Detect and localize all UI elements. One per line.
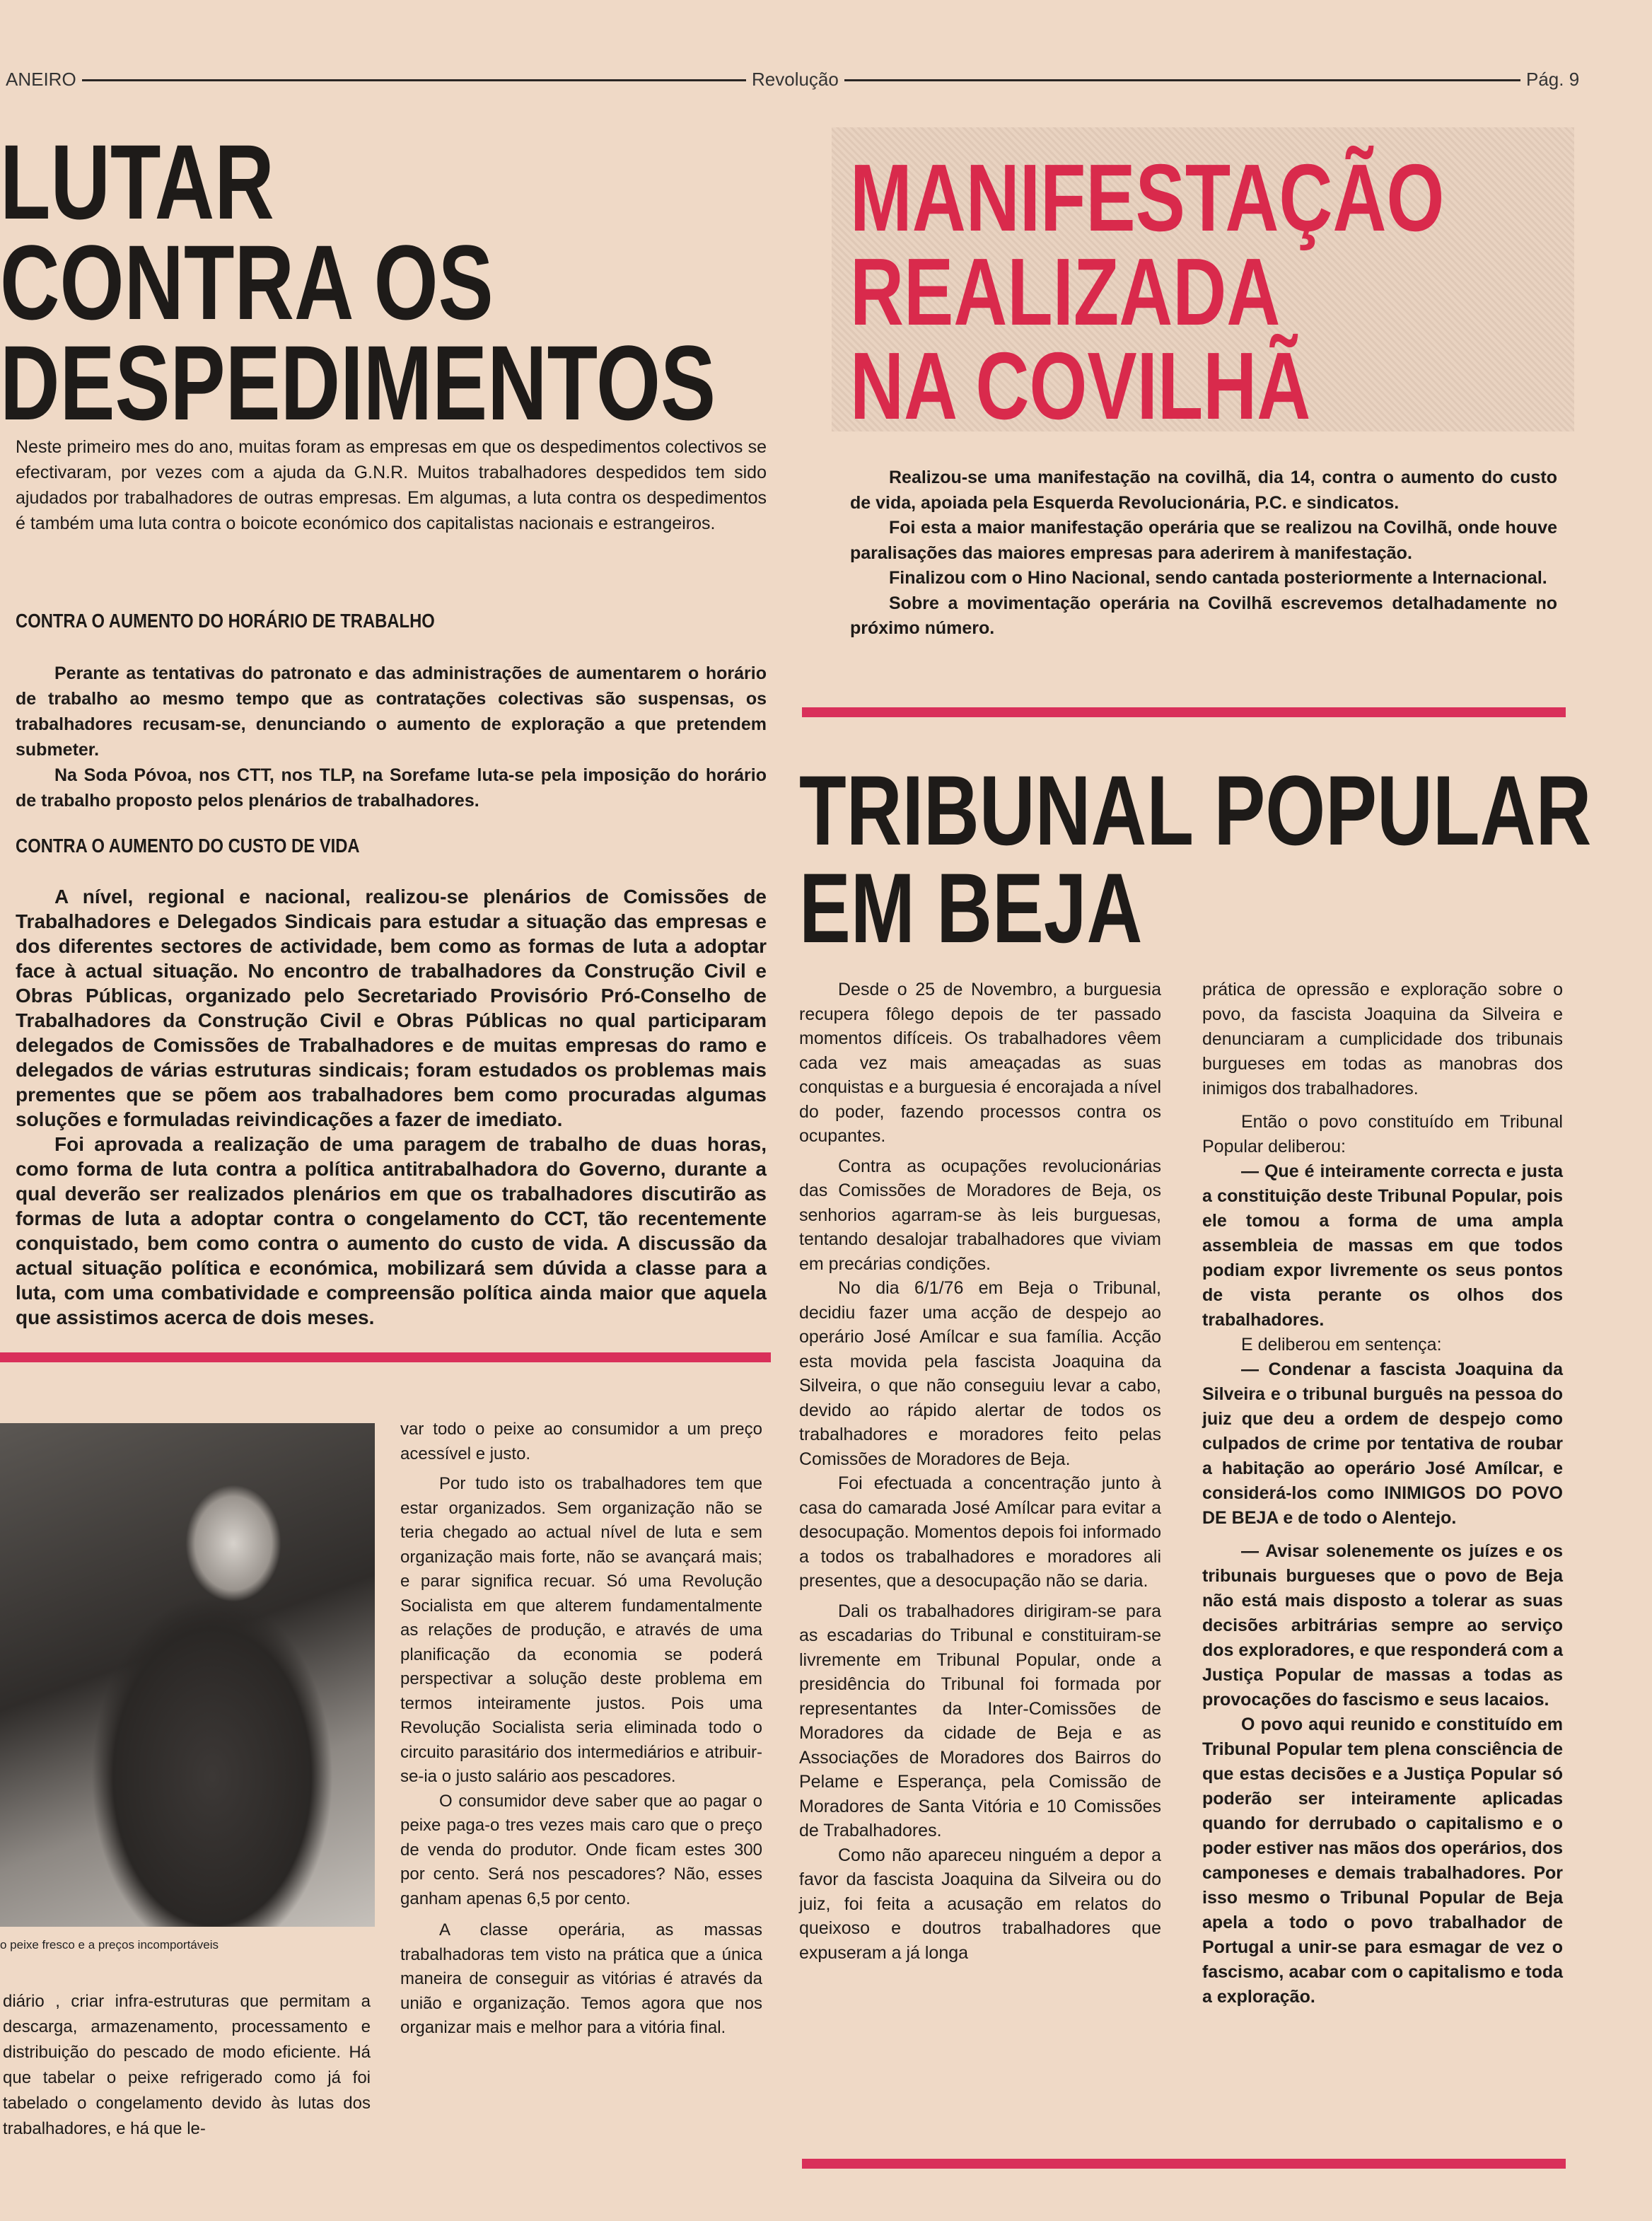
article3-c1-p1: Desde o 25 de Novembro, a burguesia recupera fôlego depois de ter passado momentos difíceis. Os trabalhadores vêem cada vez mais ameaçadas as suas conquistas e a burguesia é encorajada a nível do poder, fazendo processos contra os ocupantes. (799, 980, 1161, 1146)
fish-col-b-p4: A classe operária, as massas trabalhadoras tem visto na prática que a única maneira de conseguir as vitórias é através da união e organização. Temos agora que nos organizar mais e melhor para a vitória final. (400, 1920, 762, 2037)
article3-column-2 (1202, 978, 1563, 2010)
article3-c1-p3: No dia 6/1/76 em Beja o Tribunal, decidiu fazer uma acção de despejo ao operário José Amílcar e sua família. Acção esta movida pela fascista Joaquina da Silveira, o que não conseguiu levar a cabo, devido ao rápido alertar de todos os trabalhadores e moradores feito pelas Comissões de Moradores de Beja. (799, 1278, 1161, 1469)
article2-body (850, 465, 1557, 642)
article1-custo-p1: A nível, regional e nacional, realizou-se plenários de Comissões de Trabalhadores e Delegados Sindicais para estudar a situação das empresas e dos diferentes sectores de actividade, bem como as formas de luta a adoptar face à actual situação. No encontro de trabalhadores da Construção Civil e Obras Públicas, organizado pelo Secretariado Provisório Pró-Conselho de Trabalhadores da Construção Civil e Obras Públicas no qual participaram delegados de Comissões de Trabalhadores e de muitas empresas do ramo e delegados de várias estruturas sindicais; foram estudados os problemas mais prementes que se põem aos trabalhadores bem como procuradas algumas soluções e formuladas reivindicações a fazer de imediato. (16, 886, 767, 1130)
article1-section-custo (16, 884, 767, 1330)
article3-c2-p1: prática de opressão e exploração sobre o povo, da fascista Joaquina da Silveira e denunciaram a cumplicidade dos tribunais burgueses em todas as manobras dos inimigos dos trabalhadores. (1202, 980, 1563, 1098)
article2-p1: Realizou-se uma manifestação na covilhã, dia 14, contra o aumento do custo de vida, apoiada pela Esquerda Revolucionária, P.C. e sindicatos. (850, 468, 1557, 513)
article3-c2-p7: O povo aqui reunido e constituído em Tribunal Popular tem plena consciência de que estas decisões e a Justiça Popular só poderão ser inteiramente aplicadas quando for derrubado o capitalismo e o poder estiver nas mãos dos operários, dos camponeses e demais trabalhadores. Por isso mesmo o Tribunal Popular de Beja apela a todo o povo trabalhador de Portugal a unir-se para esmagar de vez o fascismo, acabar com o capitalismo e toda a exploração. (1202, 1715, 1563, 2007)
header-page-number: Pág. 9 (1520, 65, 1585, 93)
article3-headline (799, 755, 1652, 963)
article1-headline-line-3: DESPEDIMENTOS (0, 323, 716, 442)
article3-c2-p6: — Avisar solenemente os juízes e os tribunais burgueses que o povo de Beja não está mais disposto a tolerar as suas decisões arbitrárias sempre ao serviço dos exploradores, e que responderá com a Justiça Popular de massas a todas as provocações do fascismo e seus lacaios. (1202, 1541, 1563, 1710)
running-header (0, 65, 1591, 93)
article3-column-1 (799, 978, 1161, 1965)
article1-horario-p2: Na Soda Póvoa, nos CTT, nos TLP, na Sorefame luta-se pela imposição do horário de trabalho proposto pelos plenários de trabalhadores. (16, 765, 767, 811)
article2-p4: Sobre a movimentação operária na Covilhã escrevemos detalhadamente no próximo número. (850, 593, 1557, 638)
article1-horario-p1: Perante as tentativas do patronato e das administrações de aumentarem o horário de trabalho ao mesmo tempo que as contratações colectivas são suspensas, os trabalhadores recusam-se, denunciando o aumento de exploração a que pretendem submeter. (16, 663, 767, 760)
article3-c1-p5: Dali os trabalhadores dirigiram-se para as escadarias do Tribunal e constituiram-se livremente em Tribunal Popular, onde a presidência do Tribunal foi formada por representantes da Inter-Comissões de Moradores da cidade de Beja e as Associações de Moradores dos Bairros do Pelame e Esperança, pela Comissão de Moradores de Santa Vitória e 10 Comissões de Trabalhadores. (799, 1601, 1161, 1840)
red-divider-right (802, 707, 1566, 717)
article2-headline-line-2: REALIZADA (850, 238, 1281, 345)
fish-col-b-p2: Por tudo isto os trabalhadores tem que estar organizados. Sem organização não se teria chegado ao actual nível de luta e sem organização mais forte, não se avançará mais; e parar significa recuar. Só uma Revolução Socialista em que alterem fundamentalmente as relações de produção, e através de uma planificação da economia se poderá perspectivar a solução deste problema em termos inteiramente justos. Pois uma Revolução Socialista seria eliminada todo o circuito parasitário dos intermediários e atribuir-se-ia o justo salário aos pescadores. (400, 1474, 762, 1786)
article2-headline (850, 144, 1612, 439)
article3-headline-line-1: TRIBUNAL POPULAR (799, 755, 1592, 866)
article3-c1-p6: Como não apareceu ninguém a depor a favor da fascista Joaquina da Silveira ou do juiz, foi feita a acusação em relatos do queixoso e doutros trabalhadores que expuseram a já longa (799, 1845, 1161, 1963)
article3-headline-line-2: EM BEJA (799, 852, 1143, 963)
article3-c2-p5: — Condenar a fascista Joaquina da Silveira e o tribunal burguês na pessoa do juiz que deu a ordem de despejo como culpados de crime por tentativa de roubar a habitação ao operário José Amílcar, e considerá-los como INIMIGOS DO POVO DE BEJA e de todo o Alentejo. (1202, 1359, 1563, 1528)
article3-c2-p3: — Que é inteiramente correcta e justa a constituição deste Tribunal Popular, pois ele tomou a forma de uma ampla assembleia de massas em que todos podiam expor livremente os seus pontos de vista perante os olhos dos trabalhadores. (1202, 1161, 1563, 1330)
article3-c1-p4: Foi efectuada a concentração junto à casa do camarada José Amílcar para evitar a desocupação. Momentos depois foi informado a todos os trabalhadores e moradores ali presentes, que a desocupação não se daria. (799, 1473, 1161, 1591)
article1-headline (0, 122, 918, 442)
article1-headline-line-1: LUTAR (0, 122, 274, 241)
article2-headline-line-3: NA COVILHÃ (850, 332, 1311, 439)
header-month: ANEIRO (0, 65, 82, 93)
article2-headline-line-1: MANIFESTAÇÃO (850, 144, 1445, 251)
article2-p3: Finalizou com o Hino Nacional, sendo cantada posteriormente a Internacional. (889, 568, 1547, 588)
header-publication: Revolução (746, 65, 844, 93)
fish-col-b-p1: var todo o peixe ao consumidor a um preço acessível e justo. (400, 1420, 762, 1463)
article2-p2: Foi esta a maior manifestação operária que se realizou na Covilhã, onde houve paralisações das maiores empresas para aderirem à manifestação. (850, 518, 1557, 563)
fish-col-b-p3: O consumidor deve saber que ao pagar o peixe paga-o tres vezes mais caro que o preço de venda do produtor. Onde ficam estes 300 por cento. Será nos pescadores? Não, esses ganham apenas 6,5 por cento. (400, 1791, 762, 1908)
article1-intro-text: Neste primeiro mes do ano, muitas foram as empresas em que os despedimentos colectivos se efectivaram, por vezes com a ajuda da G.N.R. Muitos trabalhadores despedidos tem sido ajudados por trabalhadores de outras empresas. Em algumas, a luta contra os despedimentos é também uma luta contra o boicote económico dos capitalistas nacionais e estrangeiros. (16, 437, 767, 533)
article1-custo-p2: Foi aprovada a realização de uma paragem de trabalho de duas horas, como forma de luta contra a política antitrabalhadora do Governo, durante a qual deverão ser realizados plenários em que os trabalhadores discutirão as formas de luta a adoptar contra o congelamento do CCT, tão recentemente conquistado, bem como contra o aumento do custo de vida. A discussão da actual situação política e económica, mobilizará sem dúvida a classe para a luta, com uma combatividade e compreensão política ainda maior que aquela que assistimos acerca de dois meses. (16, 1133, 767, 1328)
article1-headline-line-2: CONTRA OS (0, 223, 494, 342)
fish-col-a-text: diário , criar infra-estruturas que permitam a descarga, armazenamento, processamento e distribuição do pescado de modo eficiente. Há que tabelar o peixe refrigerado como já foi tabelado o congelamento devido às lutas dos trabalhadores, e há que le- (3, 1992, 371, 2138)
red-divider-left (0, 1352, 771, 1362)
article1-section-horario (16, 661, 767, 813)
article3-c1-p2: Contra as ocupações revolucionárias das Comissões de Moradores de Beja, os senhorios agarram-se às leis burguesas, tentando desalojar trabalhadores que viviam em precárias condições. (799, 1156, 1161, 1274)
fish-photo-caption: o peixe fresco e a preços incomportáveis (0, 1938, 219, 1952)
article3-c2-p4: E deliberou em sentença: (1241, 1335, 1442, 1355)
article1-intro (16, 434, 767, 536)
fish-column-b (400, 1417, 762, 2041)
article1-subhead-horario: CONTRA O AUMENTO DO HORÁRIO DE TRABALHO (16, 610, 435, 632)
fish-column-a (3, 1989, 371, 2142)
article3-c2-p2: Então o povo constituído em Tribunal Popular deliberou: (1202, 1112, 1563, 1156)
red-divider-bottom (802, 2159, 1566, 2169)
article1-subhead-custo: CONTRA O AUMENTO DO CUSTO DE VIDA (16, 835, 360, 857)
fish-market-photo (0, 1423, 375, 1927)
